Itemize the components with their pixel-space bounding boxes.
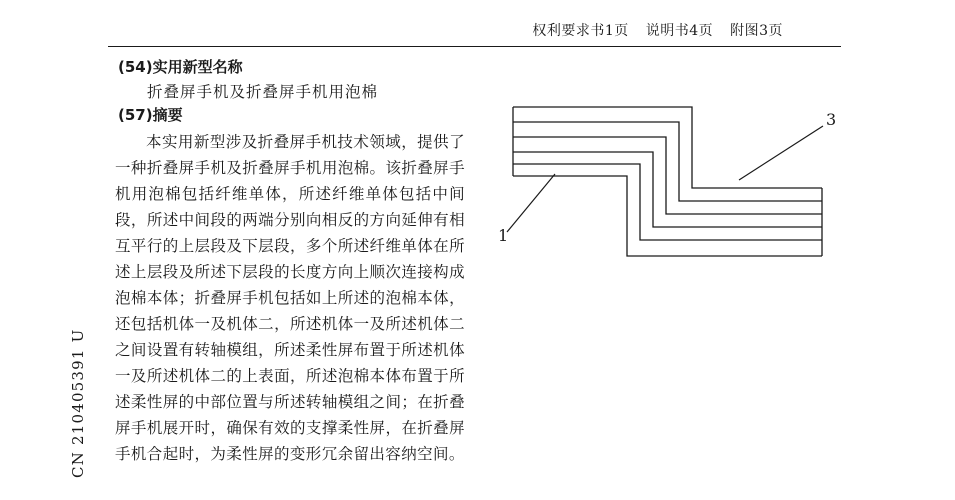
description-page-count: 说明书4页 [645,23,714,39]
reference-label-3: 3 [826,110,837,129]
utility-model-title: 折叠屏手机及折叠屏手机用泡棉 [147,83,379,101]
abstract-text: 本实用新型涉及折叠屏手机技术领域，提供了一种折叠屏手机及折叠屏手机用泡棉。该折叠屏手机用泡棉包括纤维单体，所述纤维单体包括中间段，所述中间段的两端分别向相反的方向延伸有相互平行的上层段及下层段，多个所述纤维单体在所述上层段及所述下层段的长度方向上顺次连接构成泡棉本体；折叠屏手机包括如上所述的泡棉本体，还包括机体一及机体二，所述机体一及所述机体二之间设置有转轴模组，所述柔性屏布置于所述机体一及所述机体二的上表面，所述泡棉本体布置于所述柔性屏的中部位置与所述转轴模组之间；在折叠屏手机展开时，确保有效的支撑柔性屏，在折叠屏手机合起时，为柔性屏的变形冗余留出容纳空间。 [115,133,465,463]
abstract-section-label: (57)摘要 [118,106,183,124]
claims-page-count: 权利要求书1页 [532,23,629,39]
header-divider [108,46,841,47]
leader-line-1 [507,174,555,232]
publication-number: CN 210405391 U [69,328,87,478]
page-count-info [520,20,783,40]
foam-structure-drawing [495,100,840,265]
drawing-page-count: 附图3页 [730,23,783,39]
title-section-label: (54)实用新型名称 [118,58,243,76]
fiber-layers [513,107,822,256]
fiber-layer-4 [513,152,822,227]
reference-label-1: 1 [498,226,509,245]
fiber-layer-2 [513,122,822,201]
leader-line-3 [739,126,823,180]
